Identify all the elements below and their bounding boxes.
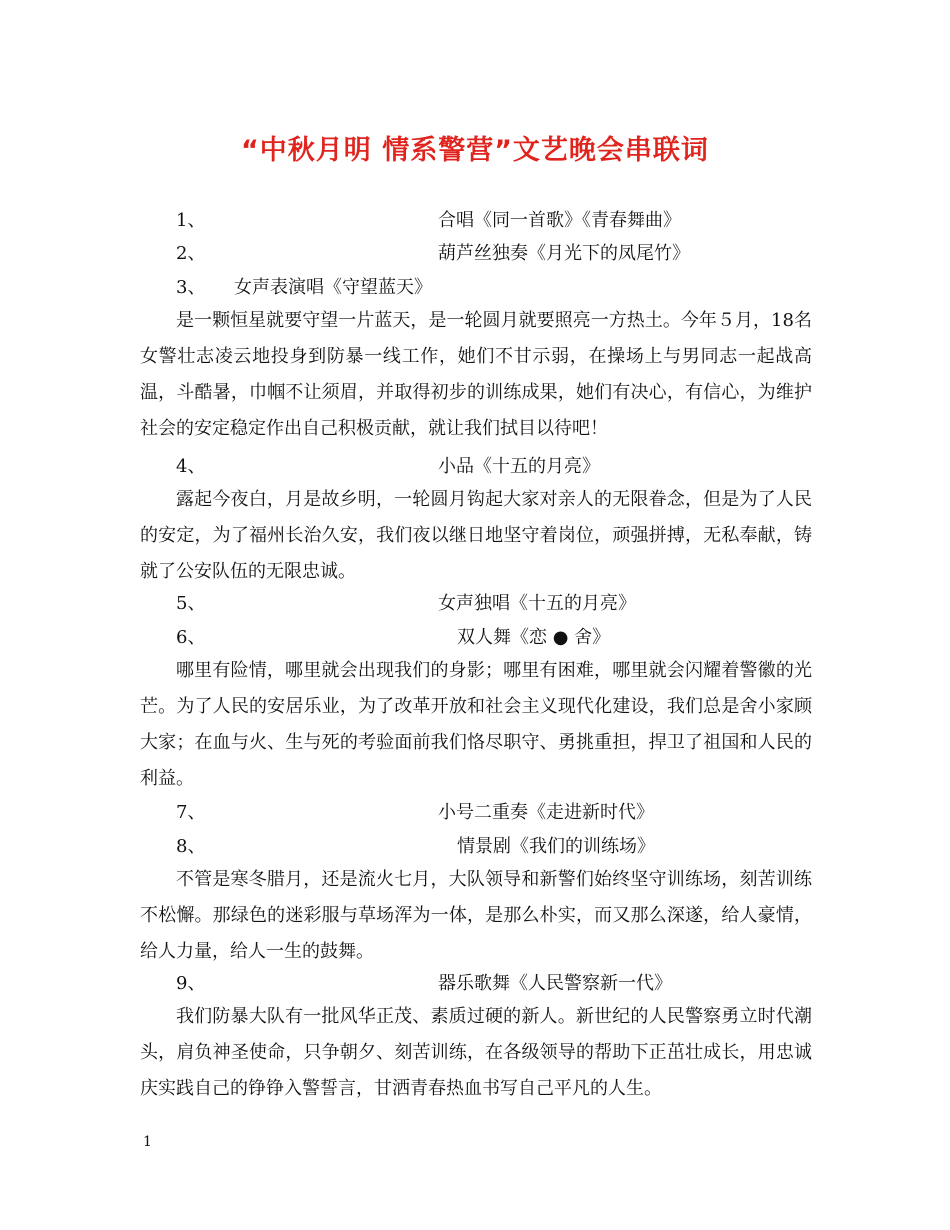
item-number: 3、 (176, 277, 206, 298)
item-title: 小品《十五的月亮》 (438, 456, 600, 477)
paragraph: 露起今夜白，月是故乡明，一轮圆月钩起大家对亲人的无限眷念，但是为了人民的安定，为了福州长治久安，我们夜以继日地坚守着岗位，顽强拼搏，无私奉献，铸就了公安队伍的无限忠诚。 (140, 489, 812, 582)
item-title: 女声独唱《十五的月亮》 (438, 593, 636, 614)
item-title: 女声表演唱《守望蓝天》 (234, 277, 432, 298)
item-number: 7、 (176, 802, 206, 823)
item-number: 4、 (176, 456, 206, 477)
item-title: 情景剧《我们的训练场》 (457, 836, 655, 857)
item-number: 9、 (176, 973, 206, 994)
document-title: “中秋月明 情系警营”文艺晚会串联词 (241, 135, 709, 166)
item-title: 葫芦丝独奏《月光下的凤尾竹》 (438, 243, 690, 264)
item-number: 5、 (176, 593, 206, 614)
item-title: 小号二重奏《走进新时代》 (438, 802, 654, 823)
item-number: 6、 (176, 627, 206, 648)
paragraph: 是一颗恒星就要守望一片蓝天，是一轮圆月就要照亮一方热土。今年５月，18名女警壮志凌云地投身到防暴一线工作，她们不甘示弱，在操场上与男同志一起战高温，斗酷暑，巾帼不让须眉，并取得初步的训练成果，她们有决心，有信心，为维护社会的安定稳定作出自己积极贡献，就让我们拭目以待吧！ (140, 310, 812, 439)
item-number: 8、 (176, 836, 206, 857)
item-number: 1、 (176, 210, 206, 231)
paragraph: 我们防暴大队有一批风华正茂、素质过硬的新人。新世纪的人民警察勇立时代潮头，肩负神圣使命，只争朝夕、刻苦训练，在各级领导的帮助下正茁壮成长，用忠诚庆实践自己的铮铮入警誓言，甘洒青春热血书写自己平凡的人生。 (140, 1006, 812, 1099)
item-title: 合唱《同一首歌》《青春舞曲》 (438, 210, 681, 231)
page-number: 1 (143, 1134, 152, 1150)
paragraph: 不管是寒冬腊月，还是流火七月，大队领导和新警们始终坚守训练场，刻苦训练不松懈。那绿色的迷彩服与草场浑为一体，是那么朴实，而又那么深遂，给人豪情，给人力量，给人一生的鼓舞。 (140, 869, 812, 962)
item-title: 器乐歌舞《人民警察新一代》 (438, 973, 672, 994)
paragraph: 哪里有险情，哪里就会出现我们的身影；哪里有困难，哪里就会闪耀着警徽的光芒。为了人民的安居乐业，为了改革开放和社会主义现代化建设，我们总是舍小家顾大家；在血与火、生与死的考验面前我们恪尽职守、勇挑重担，捍卫了祖国和人民的利益。 (140, 660, 812, 789)
item-number: 2、 (176, 243, 206, 264)
item-title: 双人舞《恋 ● 舍》 (457, 627, 611, 648)
